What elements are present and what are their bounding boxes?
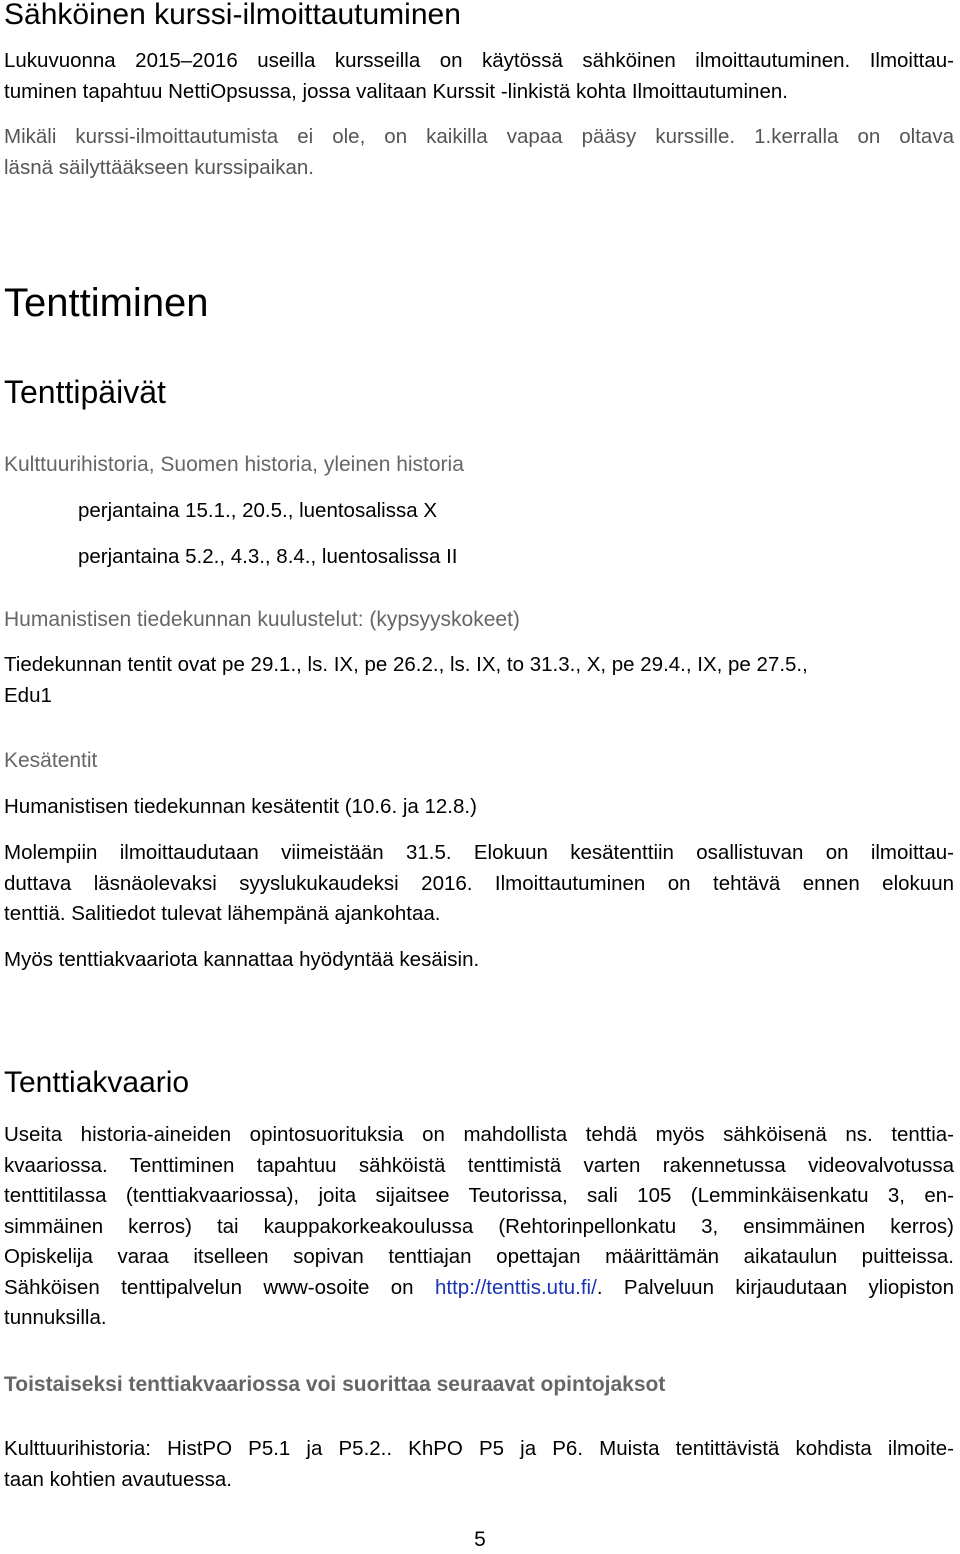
text-line: Useita historia-aineiden opintosuorituksia on mahdollista tehdä myös sähköisenä ns. tenttia-: [4, 1123, 954, 1146]
summer-exams-line: Humanistisen tiedekunnan kesätentit (10.6. ja 12.8.): [4, 795, 477, 818]
section-title-exams: Tenttiminen: [4, 281, 209, 325]
courses-heading: Toistaiseksi tenttiakvaariossa voi suorittaa seuraavat opintojaksot: [4, 1373, 666, 1396]
tenttis-link[interactable]: http://tenttis.utu.fi/: [435, 1275, 597, 1299]
text-line: Lukuvuonna 2015–2016 useilla kursseilla on käytössä sähköinen ilmoittautuminen. Ilmoittau-: [4, 49, 954, 72]
summer-exams-paragraph: [4, 838, 954, 930]
page-number: 5: [474, 1528, 486, 1551]
aquarium-paragraph: [4, 1120, 954, 1334]
text-line: kvaariossa. Tenttiminen tapahtuu sähköistä tenttimistä varten rakennetussa videovalvotussa: [4, 1153, 954, 1177]
section-title-enrollment: Sähköinen kurssi-ilmoittautuminen: [4, 0, 461, 31]
text-line: duttava läsnäolevaksi syyslukukaudeksi 2016. Ilmoittautuminen on tehtävä ennen elokuun: [4, 871, 954, 895]
text-line: Kulttuurihistoria: HistPO P5.1 ja P5.2.. KhPO P5 ja P6. Muista tentittävistä kohdista ilmoite-: [4, 1437, 954, 1460]
text-line: tenttitilassa (tenttiakvaariossa), joita sijaitsee Teutorissa, sali 105 (Lemminkäisenkatu 3, en-: [4, 1184, 954, 1207]
text-line: Edu1: [4, 683, 52, 707]
text-line: tunnuksilla.: [4, 1306, 107, 1329]
text-line: Opiskelija varaa itselleen sopivan tenttiajan opettajan määrittämän aikataulun puitteissa.: [4, 1245, 954, 1268]
text-line: tenttiä. Salitiedot tulevat lähempänä ajankohtaa.: [4, 902, 441, 925]
exam-date-line: perjantaina 5.2., 4.3., 8.4., luentosalissa II: [78, 545, 458, 568]
text-line: Tiedekunnan tentit ovat pe 29.1., ls. IX, pe 26.2., ls. IX, to 31.3., X, pe 29.4., IX, pe 27.5.,: [4, 653, 808, 676]
enrollment-paragraph-1: [4, 46, 954, 107]
subsection-title-exam-days: Tenttipäivät: [4, 374, 166, 410]
group-heading-faculty-exams: Humanistisen tiedekunnan kuulustelut: (kypsyyskokeet): [4, 608, 520, 631]
text-line: Mikäli kurssi-ilmoittautumista ei ole, on kaikilla vapaa pääsy kurssille. 1.kerralla on oltava: [4, 125, 954, 148]
text-segment: . Palveluun kirjaudutaan yliopiston: [596, 1275, 954, 1299]
courses-paragraph: [4, 1434, 954, 1495]
text-segment: Sähköisen tenttipalvelun www-osoite on: [4, 1275, 435, 1299]
link-line: [4, 1273, 954, 1304]
section-title-aquarium: Tenttiakvaario: [4, 1066, 190, 1099]
group-heading-history: Kulttuurihistoria, Suomen historia, yleinen historia: [4, 453, 464, 476]
summer-note: Myös tenttiakvaariota kannattaa hyödyntää kesäisin.: [4, 948, 480, 971]
exam-date-line: perjantaina 15.1., 20.5., luentosalissa X: [78, 499, 437, 522]
group-heading-summer-exams: Kesätentit: [4, 749, 98, 772]
enrollment-paragraph-2: [4, 122, 954, 183]
text-line: tuminen tapahtuu NettiOpsussa, jossa valitaan Kurssit -linkistä kohta Ilmoittautuminen.: [4, 79, 788, 103]
text-line: Molempiin ilmoittaudutaan viimeistään 31.5. Elokuun kesätenttiin osallistuvan on ilmoittau-: [4, 841, 954, 864]
text-line: taan kohtien avautuessa.: [4, 1467, 232, 1491]
text-line: läsnä säilyttääkseen kurssipaikan.: [4, 155, 314, 179]
faculty-exams-paragraph: [4, 650, 954, 711]
text-line: simmäinen kerros) tai kauppakorkeakoulussa (Rehtorinpellonkatu 3, ensimmäinen kerros): [4, 1214, 954, 1238]
